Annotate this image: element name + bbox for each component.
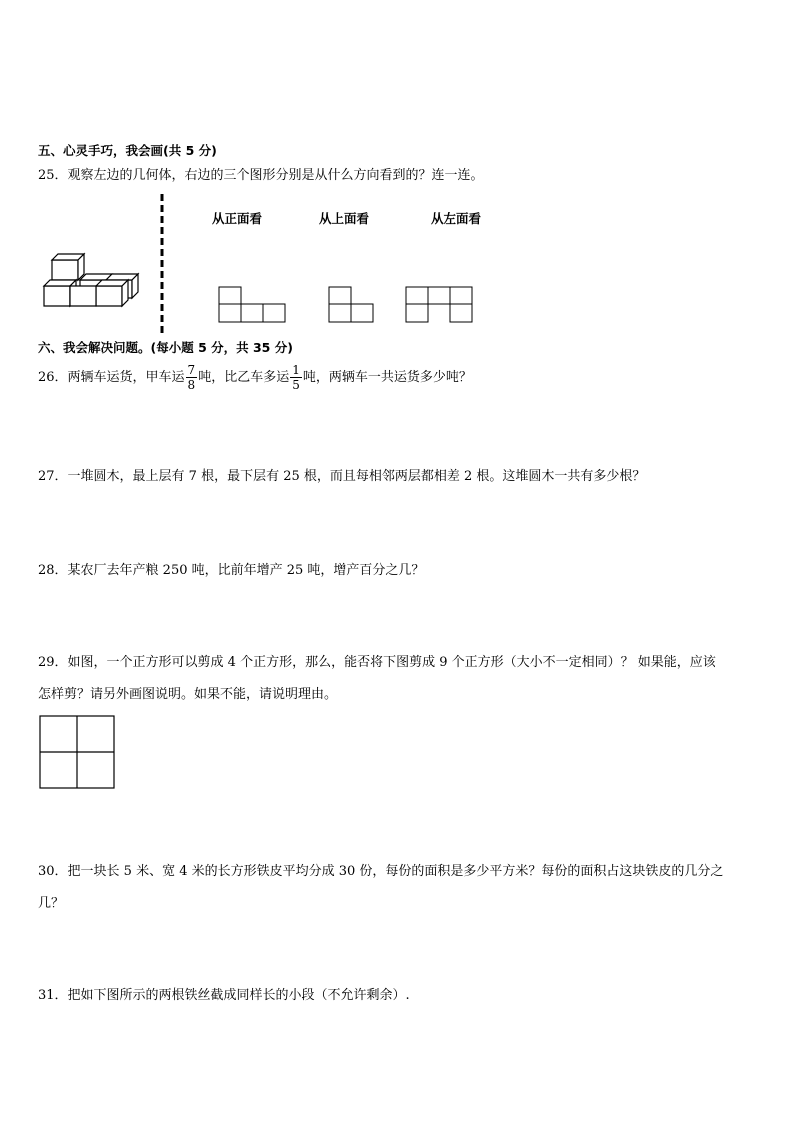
view-label-top: 从上面看	[319, 211, 370, 226]
section5-heading: 五、心灵手巧，我会画(共 5 分)	[38, 143, 217, 158]
section6-heading: 六、我会解决问题。(每小题 5 分，共 35 分)	[38, 340, 293, 355]
q26-mid: 吨，比乙车多运	[198, 370, 290, 385]
q26-suffix: 吨，两辆车一共运货多少吨？	[302, 370, 472, 385]
q26-prefix: 26．两辆车运货，甲车运	[38, 370, 185, 385]
question-26	[38, 360, 472, 396]
square-grid-figure	[39, 715, 117, 791]
question-30-line2: 几？	[38, 896, 65, 911]
view-label-left: 从左面看	[431, 211, 482, 226]
question-30-line1: 30．把一块长 5 米、宽 4 米的长方形铁皮平均分成 30 份，每份的面积是多少平方米？每份的面积占这块铁皮的几分之	[38, 864, 724, 879]
view-label-front: 从正面看	[212, 211, 263, 226]
cube-solid	[44, 254, 138, 306]
question-29-line1: 29．如图，一个正方形可以剪成 4 个正方形，那么，能否将下图剪成 9 个正方形（大小不一定相同）？ 如果能，应该	[38, 655, 716, 670]
front-view-shape	[219, 287, 285, 322]
top-view-shape	[329, 287, 373, 322]
question-31: 31．把如下图所示的两根铁丝截成同样长的小段（不允许剩余）.	[38, 988, 410, 1003]
question-25: 25．观察左边的几何体，右边的三个图形分别是从什么方向看到的？连一连。	[38, 168, 484, 183]
question-28: 28．某农厂去年产粮 250 吨，比前年增产 25 吨，增产百分之几？	[38, 563, 425, 578]
left-view-shape	[406, 287, 472, 322]
fraction-1-5: $\frac{1}{5}$	[292, 363, 300, 392]
question-27: 27．一堆圆木，最上层有 7 根，最下层有 25 根，而且每相邻两层都相差 2 根。这堆圆木一共有多少根？	[38, 469, 646, 484]
fraction-7-8: $\frac{7}{8}$	[187, 363, 196, 392]
question-29-line2: 怎样剪？请另外画图说明。如果不能，请说明理由。	[38, 687, 338, 702]
